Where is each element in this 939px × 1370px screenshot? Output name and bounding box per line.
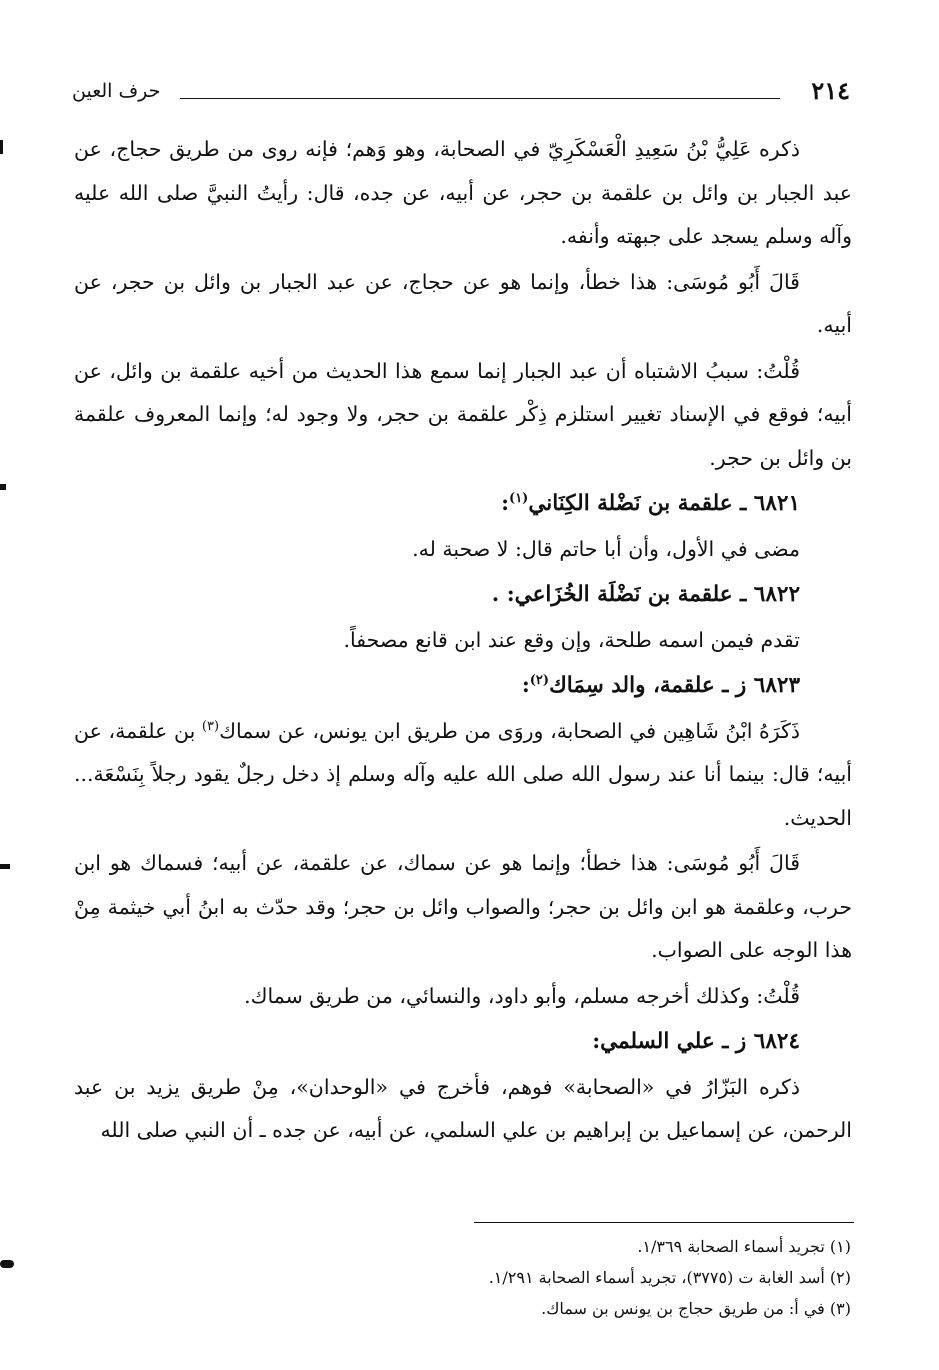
footnote-rule	[474, 1222, 854, 1223]
text-segment: ذَكَرَهُ ابْنُ شَاهِين في الصحابة، وروَى من طريق ابن يونس، عن سماك	[219, 718, 801, 743]
text-segment: بن علقمة، عن أبيه؛ قال: بينما أنا عند رسول الله صلى الله عليه وآله وسلم إذ دخل رجلٌ يقود رجلاً بِنَسْعَة... الحديث.	[74, 718, 852, 830]
running-title: حرف العين	[72, 80, 161, 102]
paragraph: قُلْتُ: سببُ الاشتباه أن عبد الجبار إنما سمع هذا الحديث من أخيه علقمة بن وائل، عن أبيه؛ فوقع في الإسناد تغيير استلزم ذِكْر علقمة بن حجر، ولا وجود له؛ وإنما المعروف علقمة بن وائل بن حجر.	[74, 358, 852, 470]
page-number: ٢١٤	[811, 76, 850, 105]
entry-text	[74, 710, 852, 841]
footnote-ref: (٢)	[529, 672, 550, 688]
footnote-ref: (٣)	[201, 718, 220, 734]
entry-heading-6823	[74, 664, 852, 708]
entry-title: ٦٨٢٣ ز ـ علقمة، والد سِمَاك	[549, 673, 800, 698]
page-body	[74, 128, 852, 1155]
entry-text: ذكره البَزّارُ في «الصحابة» فوهم، فأخرج في «الوحدان»، مِنْ طريق يزيد بن عبد الرحمن، عن إسماعيل بن إبراهيم بن علي السلمي، عن أبيه، عن جده ـ أن النبي صلى الله	[74, 1074, 852, 1142]
entry-text: مضى في الأول، وأن أبا حاتم قال: لا صحبة له.	[412, 536, 800, 561]
scan-mark	[0, 140, 3, 154]
footnote: (٢) أسد الغابة ت (٣٧٧٥)، تجريد أسماء الصحابة ١/٢٩١.	[488, 1268, 851, 1287]
footnote: (١) تجريد أسماء الصحابة ١/٣٦٩.	[637, 1237, 851, 1256]
page-header	[72, 76, 850, 110]
footnote: (٣) في أ: من طريق حجاج بن يونس بن سماك.	[541, 1299, 851, 1318]
scan-mark	[0, 864, 10, 869]
entry-text: قُلْتُ: وكذلك أخرجه مسلم، وأبو داود، والنسائي، من طريق سماك.	[244, 983, 800, 1008]
footnote-ref: (١)	[509, 490, 529, 506]
entry-colon: :	[501, 491, 510, 516]
entry-colon: :	[521, 673, 530, 698]
entry-heading-6821	[74, 482, 852, 526]
scan-mark	[0, 1260, 14, 1268]
scan-mark	[0, 484, 6, 490]
footnotes	[291, 1231, 851, 1324]
entry-heading-6822: ٦٨٢٢ ـ علقمة بن نَضْلَة الخُزَاعي: .	[491, 582, 800, 607]
entry-text: قَالَ أَبُو مُوسَى: هذا خطأ؛ وإنما هو عن سماك، عن علقمة، عن أبيه؛ فسماك هو ابن حرب، وعلقمة هو ابن وائل بن حجر؛ والصواب وائل بن حجر؛ وقد حدّث به ابنُ أبي خيثمة مِنْ هذا الوجه على الصواب.	[74, 851, 852, 962]
header-rule	[180, 98, 780, 99]
entry-heading-6824: ٦٨٢٤ ز ـ علي السلمي:	[592, 1029, 800, 1054]
entry-text: تقدم فيمن اسمه طلحة، وإن وقع عند ابن قانع مصحفاً.	[343, 627, 800, 652]
paragraph: ذكره عَلِيُّ بْنُ سَعِيدِ الْعَسْكَرِيّ في الصحابة، وهو وَهم؛ فإنه روى من طريق حجاج، عن عبد الجبار بن وائل بن علقمة بن حجر، عن أبيه، عن جده، قال: رأيتُ النبيَّ صلى الله عليه وآله وسلم يسجد على جبهته وأنفه.	[74, 137, 852, 248]
entry-title: ٦٨٢١ ـ علقمة بن نَضْلة الكِنَاني	[528, 491, 800, 516]
paragraph: قَالَ أَبُو مُوسَى: هذا خطأ، وإنما هو عن حجاج، عن عبد الجبار بن وائل بن حجر، عن أبيه.	[74, 269, 852, 337]
